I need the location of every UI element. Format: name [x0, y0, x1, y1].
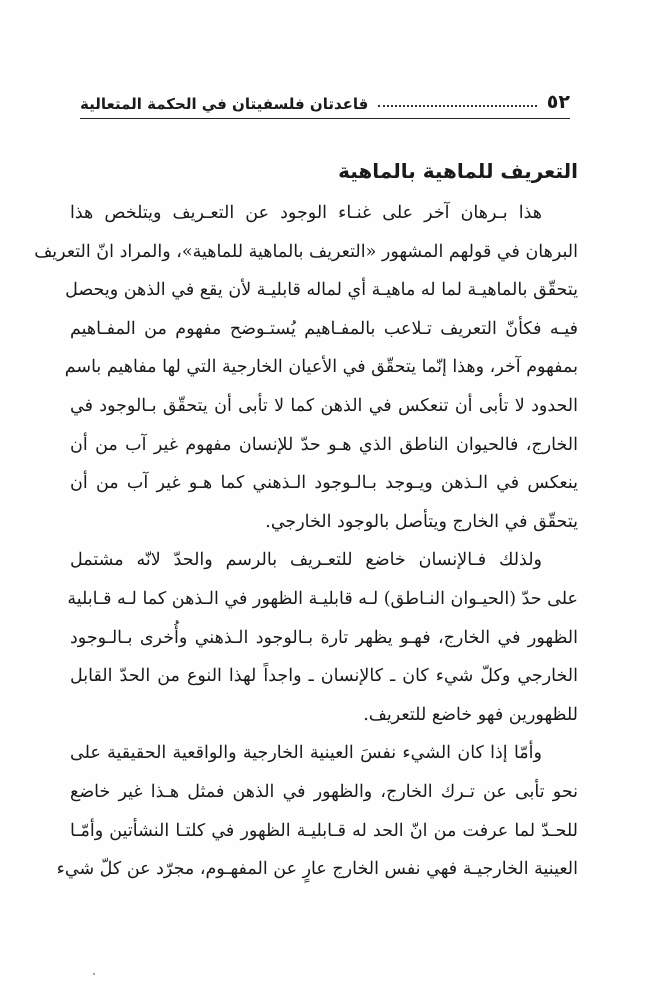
text-line: للظهورين فهو خاضع للتعريف. [363, 704, 578, 725]
text-line: ولذلك فـالإنسان خاضع للتعـريف بالرسم والحدّ لانّه مشتمل [70, 550, 542, 571]
text-line: على حدّ (الحيـوان النـاطق) لـه قابليـة الظهور في الـذهن كما لـه قـابلية [67, 588, 578, 609]
text-line: الخارج، فالحيوان الناطق الذي هـو حدّ للإنسان مفهوم غير آب من أن [70, 434, 578, 455]
text-line: فيـه فكأنّ التعريف تـلاعب بالمفـاهيم يُستـوضح مفهوم من المفـاهيم [70, 318, 578, 339]
text-line: هذا بـرهان آخر على غنـاء الوجود عن التعـريف ويتلخص هذا [70, 203, 542, 223]
header-divider [80, 118, 570, 119]
text-line: العينية الخارجيـة فهي نفس الخارج عارٍ عن المفهـوم، مجرّد عن كلّ شيء [56, 859, 578, 880]
paragraph-2 [67, 541, 578, 734]
text-line: نحو تأبى عن تـرك الخارج، والظهور في الذهن فمثل هـذا غير خاضع [70, 781, 578, 802]
text-line: يتحقّق بالماهيـة لما له ماهيـة أي لماله قابليـة لأن يقع في الذهن ويحصل [65, 280, 578, 301]
text-line: البرهان في قولهم المشهور «التعريف بالماهية للماهية»، والمراد انّ التعريف [34, 241, 578, 262]
page-number: ٥٢ [546, 91, 570, 113]
text-line: الظهور في الخارج، فهـو يظهر تارة بـالوجود الـذهني وأُخرى بـالـوجود [70, 627, 578, 648]
text-line: الخارجي وكلّ شيء كان ـ كالإنسان ـ واجداً لهذا النوع من الحدّ القابل [70, 666, 578, 687]
text-line: بمفهوم آخر، وهذا إنّما يتحقّق في الأعيان الخارجية التي لها مفاهيم باسم [64, 357, 578, 378]
book-title: قاعدتان فلسفيتان في الحكمة المتعالية [80, 95, 369, 113]
text-line: ينعكس في الـذهن ويـوجد بـالـوجود الـذهني كما هـو غير آب من أن [70, 473, 578, 494]
print-speck [93, 973, 95, 975]
running-header [80, 86, 570, 112]
paragraph-1 [34, 194, 578, 541]
text-line: للحـدّ لما عرفت من انّ الحد له قـابليـة الظهور في كلتـا النشأتين وأمّـا [70, 820, 578, 841]
header-dot-leader [378, 105, 536, 107]
text-line: الحدود لا تأبى أن تنعكس في الذهن كما لا تأبى أن يتحقّق بـالوجود في [70, 395, 578, 416]
paragraph-3 [56, 734, 578, 888]
section-heading: التعريف للماهية بالماهية [338, 159, 578, 183]
text-line: يتحقّق في الخارج ويتأصل بالوجود الخارجي. [265, 511, 578, 532]
text-line: وأمّا إذا كان الشيء نفسَ العينية الخارجية والواقعية الحقيقية على [70, 743, 542, 764]
page-body [34, 150, 578, 889]
